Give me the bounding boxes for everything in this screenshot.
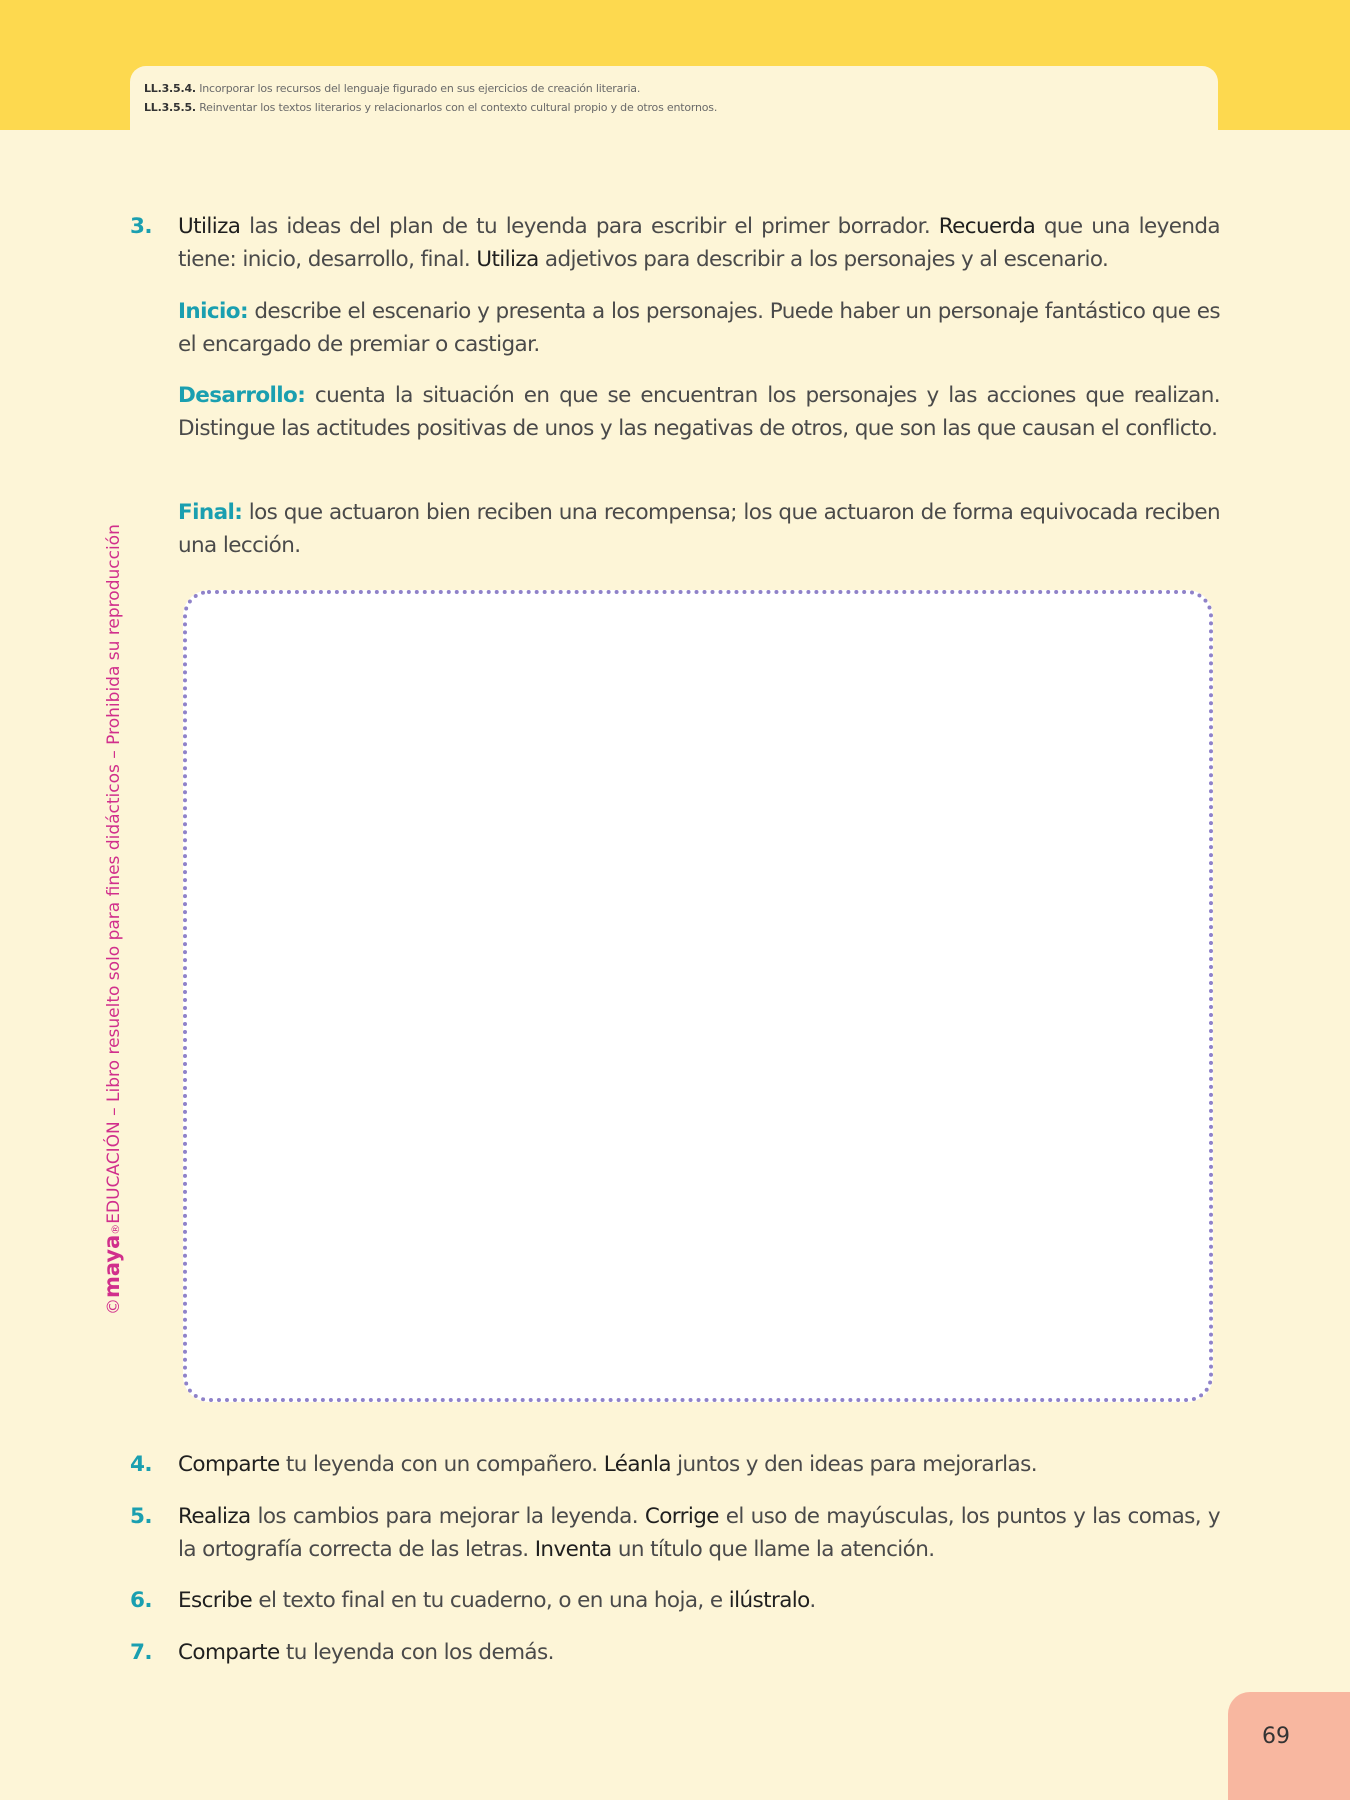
desarrollo-paragraph: Desarrollo: cuenta la situación en que se encuentran los personajes y las acciones que realizan. Distingue las actitudes positivas de unos y las negativas de otros, que son las que causan el conflicto. <box>178 383 1220 441</box>
side-copyright-credit: ©maya®EDUCACIÓN – Libro resuelto solo para fines didácticos – Prohibida su reproducción <box>100 524 124 1315</box>
page-number-tab <box>1228 1692 1350 1800</box>
instruction-number: 4. <box>130 1452 152 1477</box>
instruction-number: 3. <box>130 214 152 239</box>
instruction-6 <box>130 1584 1220 1617</box>
instruction-text: Realiza los cambios para mejorar la leyenda. Corrige el uso de mayúsculas, los puntos y las comas, y la ortografía correcta de las letras. Inventa un título que llame la atención. <box>178 1504 1221 1562</box>
instruction-text: Escribe el texto final en tu cuaderno, o en una hoja, e ilústralo. <box>178 1588 816 1613</box>
final-paragraph: Final: los que actuaron bien reciben una recompensa; los que actuaron de forma equivocada reciben una lección. <box>178 500 1220 558</box>
instruction-7 <box>130 1636 1220 1669</box>
instruction-text: Utiliza las ideas del plan de tu leyenda para escribir el primer borrador. Recuerda que una leyenda tiene: inicio, desarrollo, final. Utiliza adjetivos para describir a los personajes y al escenario. <box>178 214 1221 272</box>
page-number: 69 <box>1262 1724 1290 1749</box>
instruction-text: Comparte tu leyenda con un compañero. Léanla juntos y den ideas para mejorarlas. <box>178 1452 1037 1477</box>
instruction-5 <box>130 1500 1220 1566</box>
writing-area[interactable] <box>183 590 1213 1402</box>
skill-line-1: LL.3.5.4. Incorporar los recursos del lenguaje figurado en sus ejercicios de creación literaria. <box>144 82 641 95</box>
brand-logo-text: maya <box>100 1234 124 1298</box>
instruction-number: 5. <box>130 1504 152 1529</box>
instruction-number: 7. <box>130 1640 152 1665</box>
instruction-number: 6. <box>130 1588 152 1613</box>
skills-header <box>130 66 1218 130</box>
instruction-3 <box>130 210 1220 276</box>
skill-line-2: LL.3.5.5. Reinventar los textos literarios y relacionarlos con el contexto cultural propio y de otros entornos. <box>144 101 718 114</box>
inicio-paragraph: Inicio: describe el escenario y presenta a los personajes. Puede haber un personaje fantástico que es el encargado de premiar o castigar. <box>178 299 1220 357</box>
instruction-4 <box>130 1448 1220 1481</box>
instruction-text: Comparte tu leyenda con los demás. <box>178 1640 554 1665</box>
